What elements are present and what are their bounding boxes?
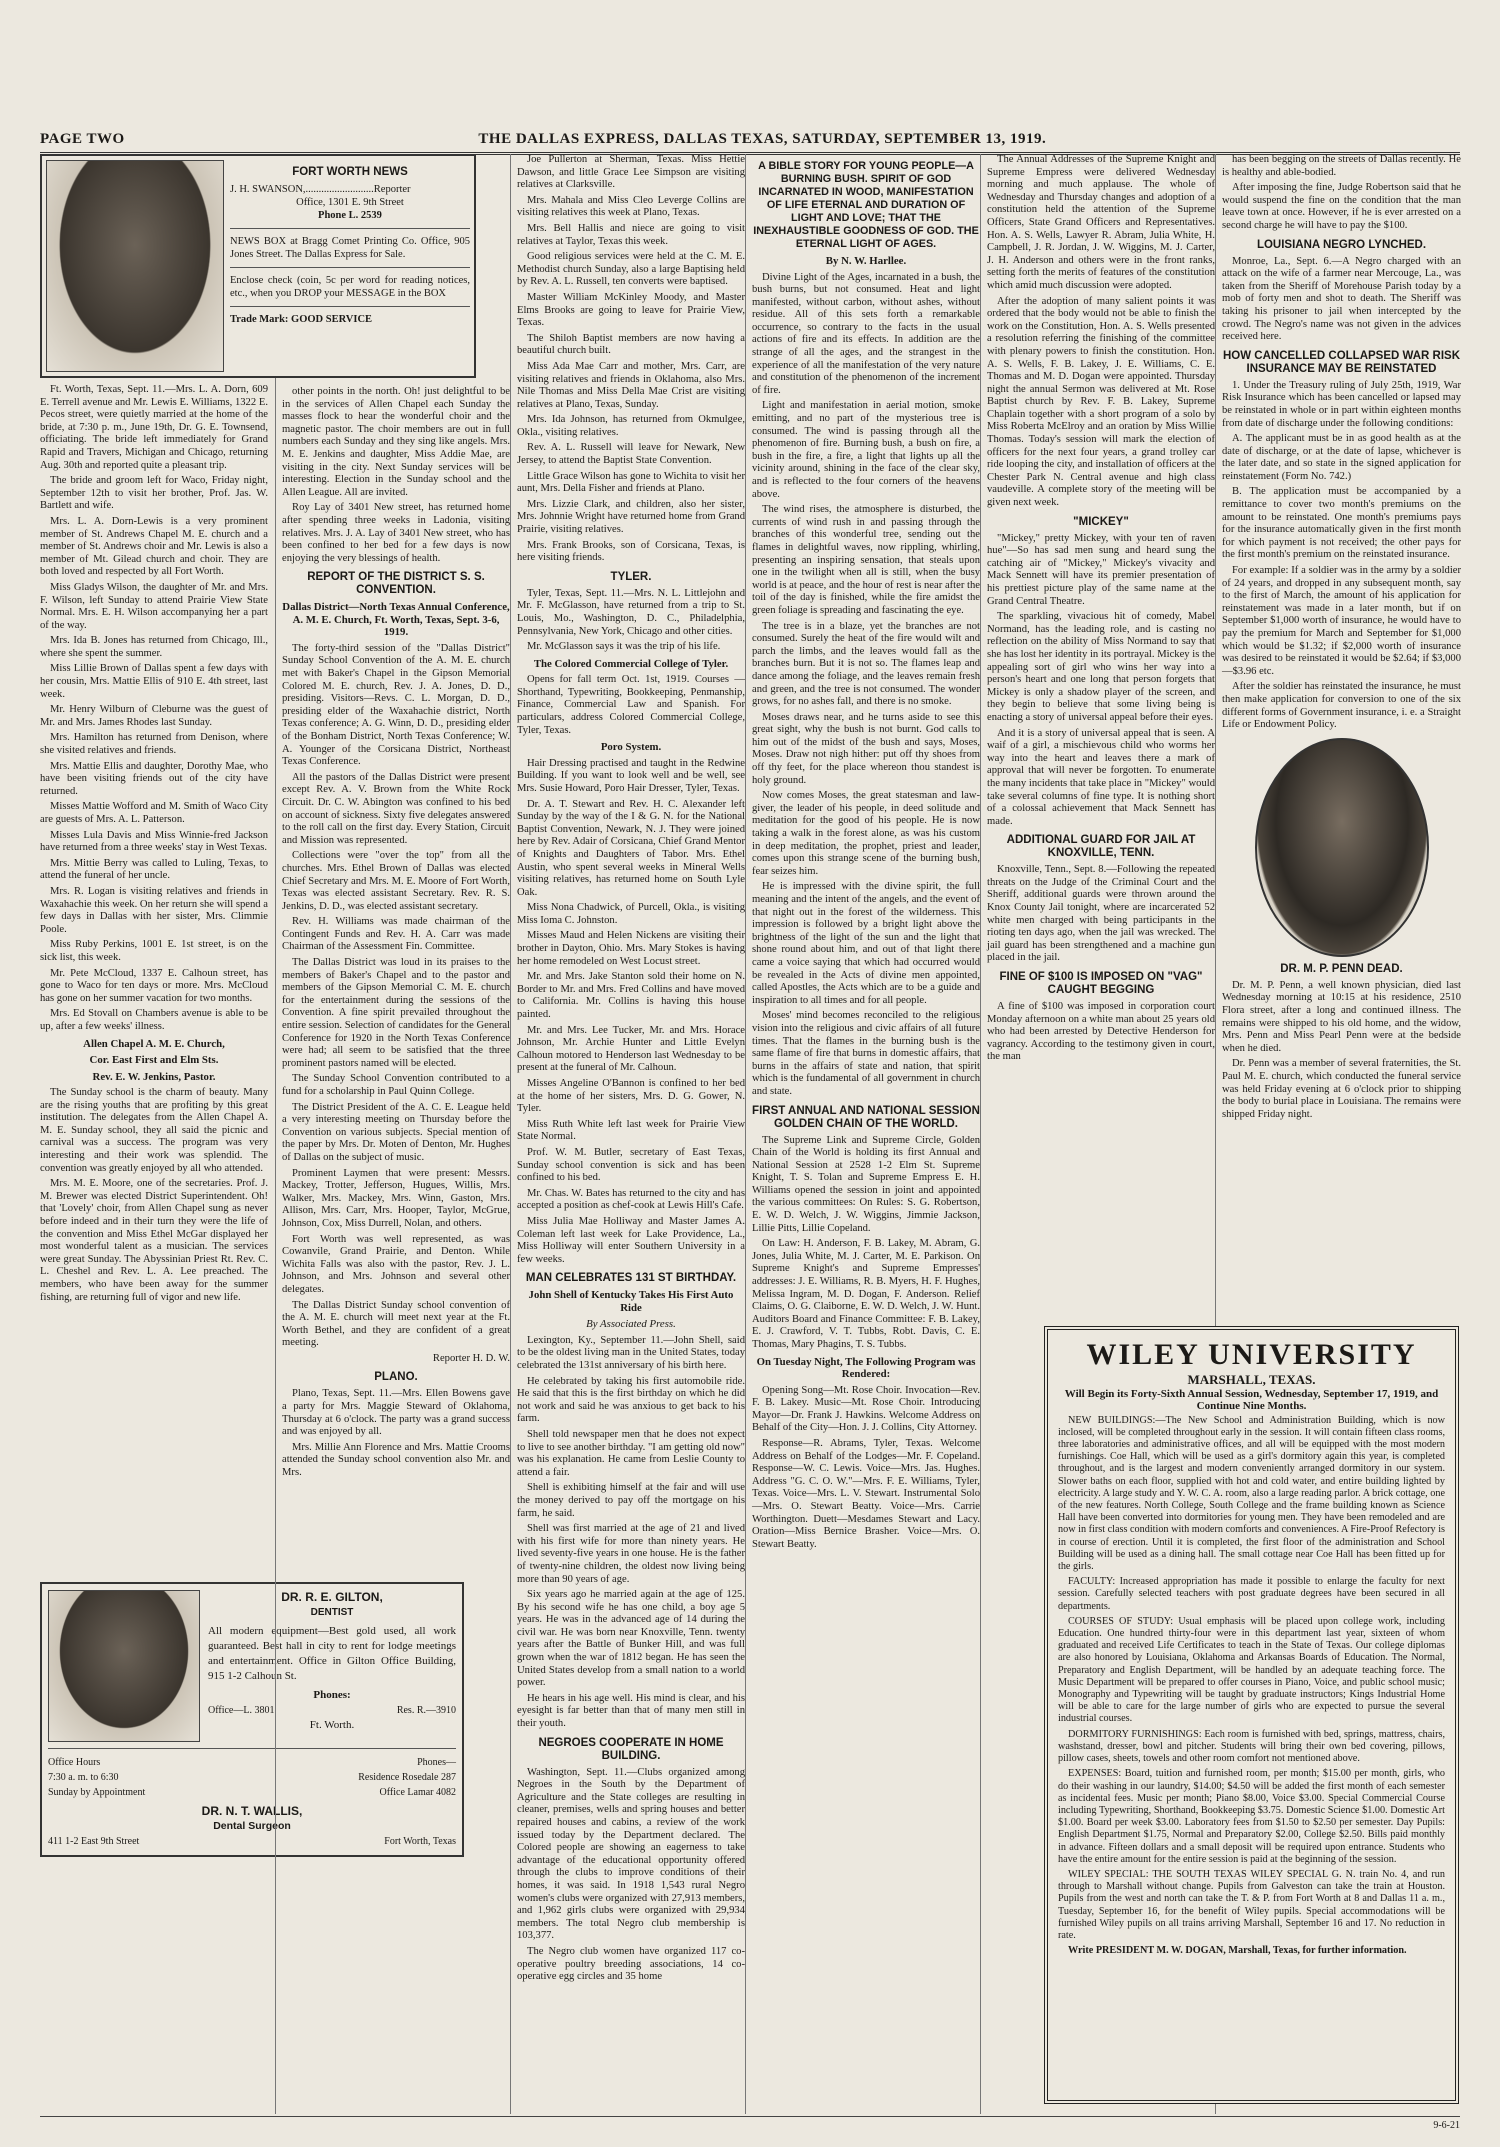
allen-chapel-heading: Allen Chapel A. M. E. Church, [83,1037,225,1050]
article-paragraph: Misses Lula Davis and Miss Winnie-fred Jackson have returned from a three weeks' stay in West Texas. [40,829,268,854]
page-number: PAGE TWO [40,131,125,147]
article-paragraph: Prominent Laymen that were present: Messrs. Mackey, Trotter, Jefferson, Hugues, Willis, Mrs. Walker, Mrs. Mackey, Mrs. Winn, Gaston, Mrs. Allison, Mrs. Carr, Mrs. Hooper, Taylor, McGrue, Johnson, Cox, Miss Durrell, Nolan, and others. [282,1167,510,1229]
article-paragraph: Miss Nona Chadwick, of Purcell, Okla., is visiting Miss Ioma C. Johnston. [517,902,745,926]
article-paragraph: On Law: H. Anderson, F. B. Lakey, M. Abram, G. Jones, Julia White, M. J. Carter, M. E. Parkison. On Supreme Knight's and Supreme Empresses' addresses: J. E. Williams, R. B. Myers, H. F. Hughes, Melissa Ingram, M. D. Dogan, F. Anderson. Relief Claims, O. G. Claiborne, E. W. D. Welch, J. W. Hunt. Auditors Board and Finance Committee: F. B. Lakey, E. J. Crawford, V. T. Tubbs, Robt. Davis, C. E. Thomas, Mary Phagins, T. S. Tubbs. [752,1238,980,1350]
article-paragraph: Collections were "over the top" from all the churches. Mrs. Ethel Brown of Dallas was elected Chief Secretary and Mrs. M. E. Moore of Fort Worth, Texas was elected assistant Secretary. Rev. R. S. Jenkins, D. D., was elected assistant secretary. [282,850,510,912]
bible-story-byline: By N. W. Harllee. [825,255,907,267]
article-paragraph: Miss Lillie Brown of Dallas spent a few days with her cousin, Mrs. Mattie Ellis of 910 E. 4th street, last week. [40,663,268,700]
article-paragraph: Rev. H. Williams was made chairman of the Contingent Funds and Rev. H. A. Carr was made Chairman of the Assessment Fin. Committee. [282,916,510,953]
ad-paragraph: Write PRESIDENT M. W. DOGAN, Marshall, Texas, for further information. [1068,1945,1407,1957]
article-paragraph: The Annual Addresses of the Supreme Knight and Supreme Empress were delivered Wednesday morning and much applause. The whole of Wednesday and Thursday changes and adoption of a constitution held the attention of the Supreme Officers, State Grand Officers and Representatives. Hon. A. S. Wells, Lawyer R. Abram, Julia White, H. Campbell, J. R. Jordan, J. W. Wiggins, M. J. Carter, J. H. Anderson and others were in the front ranks, setting forth the merits of features of the constitution which amid much discussion were adopted. [987,154,1215,291]
ad-paragraph: FACULTY: Increased appropriation has made it possible to enlarge the faculty for next session. Carefully selected teachers with post graduate degrees have been secured in all departments. [1058,1576,1445,1612]
article-paragraph: Opens for fall term Oct. 1st, 1919. Courses — Shorthand, Typewriting, Bookkeeping, Penmanship, Finance, Commercial Law and Spanish. For particulars, address Colored Commercial College, Tyler, Texas. [517,674,745,736]
article-paragraph: Mrs. Millie Ann Florence and Mrs. Mattie Crooms attended the Sunday school convention also Mr. and Mrs. [282,1441,510,1479]
wallis-name: DR. N. T. WALLIS, [201,1804,303,1818]
article-paragraph: Ft. Worth, Texas, Sept. 11.—Mrs. L. A. Dorn, 609 E. Terrell avenue and Mr. Lewis E. Williams, 1322 E. Pecos street, were quietly married at the home of the bride, at 7:30 p. m., June 19th, Dr. G. E. Townsend, officiating. The bride left immediately for Grand Rapid and Travers, Michigan and Chicago, returning Aug. 30th and reported quite a pleasant trip. [40,384,268,471]
article-paragraph: Mr. Henry Wilburn of Cleburne was the guest of Mr. and Mrs. James Rhodes last Sunday. [40,704,268,728]
golden-chain-heading: FIRST ANNUAL AND NATIONAL SESSION GOLDEN CHAIN OF THE WORLD. [752,1104,980,1130]
article-paragraph: All the pastors of the Dallas District were present except Rev. A. V. Brown from the White Rock Circuit. Dr. C. W. Abington was confined to his bed on account of sickness. Sixty five delegates answered to the roll call on the first day. Every Station, Circuit and Mission was represented. [282,771,510,846]
dentist-portrait [48,1590,200,1742]
article-paragraph: Six years ago he married again at the age of 125. By his second wife he has one child, a boy age 5 years. He was in the advanced age of 14 during the civil war. He was born near Knoxville, Tenn. twenty years after the Battle of Bunker Hill, and was full grown when the war of 1812 began. He has seen the United States develop from a small nation to a world power. [517,1589,745,1689]
office-hours-2: Sunday by Appointment [48,1787,146,1798]
article-paragraph: 1. Under the Treasury ruling of July 25th, 1919, War Risk Insurance which has been cancelled or lapsed may be reinstated in whole or in part within eighteen months from date of discharge under the following conditions: [1222,379,1461,429]
article-paragraph: The bride and groom left for Waco, Friday night, September 12th to visit her brother, Prof. Jas. W. Bartlett and wife. [40,475,268,512]
article-paragraph: Dr. M. P. Penn, a well known physician, died last Wednesday morning at 10:15 at his residence, 2510 Flora street, after a long and continued illness. The remains were shipped to his old home, and the widow, Mrs. Penn and Miss Pearl Penn were at the bedside when he died. [1222,979,1461,1054]
article-paragraph: The Sunday school is the charm of beauty. Many are the rising youths that are profiting by this great institution. The delegates from the Allen Chapel A. M. E. Sunday school, they all said the picnic and carnival was a success. The program was very interesting and their work was splendid. The convention was greatly enjoyed by all who attended. [40,1087,268,1174]
article-paragraph: He is impressed with the divine spirit, the full meaning and the intent of the angels, and the event of that night out in the forest of the wilderness. This impression is followed by a bright light above the brightness of the light of the sun and the light that shone round about him, and out of that light there came a voice saying that which had occurred would be revealed in the Acts of divine men appointed, called Apostles, the Acts which are to be a guide and inspiration to all times and for all people. [752,881,980,1006]
article-paragraph: The tree is in a blaze, yet the branches are not consumed. Surely the heat of the fire would wilt and parch the limbs, and the leaves would fall as the branches burn. But it is not so. The flames leap and dance among the foliage, and the leaves remain fresh and green, and the tree is not consumed. The wonder grows, for no ashes fall, and there is no smoke. [752,620,980,708]
article-paragraph: Mrs. L. A. Dorn-Lewis is a very prominent member of St. Andrews Chapel M. E. church and a member of St. Andrews choir and Mr. Lewis is also a member of Mt. Gilead church and choir. They are both loved and respected by all Fort Worth. [40,515,268,578]
ad-paragraph: WILEY SPECIAL: THE SOUTH TEXAS WILEY SPECIAL G. N. train No. 4, and run through to Marshall without change. Pupils from Galveston can take the train at Houston. Pupils from the west and north can take the T. & P. from Fort Worth at 8 and Dallas 11 a. m., Tuesday, September 16, for the benefit of Wiley pupils. Special accommodations will be furnished Wiley pupils on all trains arriving Marshall, September 16 and 17. No reduction in rate. [1058,1868,1445,1941]
article-paragraph: Mrs. R. Logan is visiting relatives and friends in Waxahachie this week. On her return she will spend a few days in Dallas with her sister, Mrs. Climmie Poole. [40,885,268,935]
reporter-portrait [46,160,224,372]
enclose-line: Enclose check (coin, 5c per word for reading notices, etc., when you DROP your MESSAGE in the BOX [230,275,470,299]
article-paragraph: The Negro club women have organized 117 co-operative poultry breeding associations, 14 co-operative egg circles and 35 home [517,1945,745,1983]
district-report-subheading: Dallas District—North Texas Annual Conference, A. M. E. Church, Ft. Worth, Texas, Sept. 3-6, 1919. [282,601,510,639]
wallis-address: 411 1-2 East 9th Street [48,1836,140,1847]
article-paragraph: The Supreme Link and Supreme Circle, Golden Chain of the World is holding its first Annual and National Session at 2528 1-2 Elm St. Supreme Knight, T. S. Tolan and Supreme Empress E. H. Williams opened the session in joint and appointed the various committees: On Rules: S. G. Robertson, E. W. D. Welch, J. W. Wiggins, Jimmie Jackson, Lillie Pitts, Lillie Copeland. [752,1134,980,1234]
article-paragraph: Moses' mind becomes reconciled to the religious vision into the religious and civic affairs of all future times. That the flames in the burning bush is the same flame of fire that burns in domestic affairs, that burns in the affairs of state and nation, that spirit which is the fundamental of all government in church and state. [752,1010,980,1097]
article-paragraph: Washington, Sept. 11.—Clubs organized among Negroes in the South by the Department of Agriculture and the State colleges are resulting in cleaner, premises, wells and spring houses and better repaired houses and cabins, a review of the work issued today by the Department declared. The Colored people are showing an eagerness to take advantage of the educational opportunity offered through the clubs to improve conditions of their homes, it was said. In 1918 1,543 rural Negro women's clubs were organized with 27,913 members, and 1,962 girls clubs were organized with 29,934 members. The total Negro club membership is 103,377. [517,1766,745,1942]
office-hours-1: 7:30 a. m. to 6:30 [48,1772,119,1783]
birthday-byline: By Associated Press. [586,1318,676,1331]
war-risk-heading: HOW CANCELLED COLLAPSED WAR RISK INSURANCE MAY BE REINSTATED [1222,349,1461,375]
article-paragraph: Now comes Moses, the great statesman and law-giver, the leader of his people, in deed solitude and meditation for the good of his people. He is now taking a walk in the forest alone, as was his custom in deep meditation, the prophet, priest and leader, comes upon this strange scene of the burning bush, fear seizes him. [752,790,980,877]
article-paragraph: other points in the north. Oh! just delightful to be in the services of Allen Chapel each Sunday the masses flock to hear the wonderful choir and the magnetic pastor. The choir members are out in full numbers each Sunday and they sing like angels. Mrs. M. E. Jenkins and daughter, Miss Addie Mae, are visiting in the city. Next Sunday services will be interesting. Election in the Sunday school and the Allen League. All are invited. [282,386,510,498]
residence-phone: Residence Rosedale 287 [358,1772,456,1783]
article-paragraph: Little Grace Wilson has gone to Wichita to visit her aunt, Mrs. Della Fisher and friends at Plano. [517,470,745,495]
gilton-title: DENTIST [310,1607,354,1618]
article-paragraph: Misses Mattie Wofford and M. Smith of Waco City are guests of Mrs. A. L. Patterson. [40,801,268,825]
plano-heading: PLANO. [374,1371,418,1384]
gilton-phones-label: Phones: [313,1689,351,1701]
article-paragraph: Opening Song—Mt. Rose Choir. Invocation—Rev. F. B. Lakey. Music—Mt. Rose Choir. Introducing Mayor—Dr. Frank J. Hawkins. Welcome Address on Behalf of the City—Hon. J. J. Collins, City Attorney. [752,1384,980,1434]
article-paragraph: The Dallas District was loud in its praises to the members of Baker's Chapel and to the pastor and members of the Gipson Memorial C. M. E. church for the entertainment during the sessions of the Convention. A fine spirit prevailed throughout the entire session. Selection of candidates for the General Conference for 1920 in the North Texas Conference were had; all seem to be satisfied that the three prominent pastors named will be elected. [282,957,510,1069]
article-paragraph: Mr. and Mrs. Lee Tucker, Mr. and Mrs. Horace Johnson, Mr. Archie Hunter and Little Evelyn Calhoun motored to Henderson last Wednesday to be present at the funeral of Mr. Calhoun. [517,1024,745,1074]
article-paragraph: B. The application must be accompanied by a remittance to cover two month's premiums on the amount to be reinstated. One month's premiums pays for the insurance automatically given in the first month for which payment is not received; the other pays for the first month's premium on the reinstated insurance. [1222,486,1461,561]
wiley-title: WILEY UNIVERSITY [1086,1338,1417,1371]
office-hours-label: Office Hours [48,1757,101,1768]
article-paragraph: Miss Ruth White left last week for Prairie View State Normal. [517,1118,745,1143]
article-paragraph: Mrs. Lizzie Clark, and children, also her sister, Mrs. Johnnie Wright have returned home from Grand Prairie, visiting relatives. [517,498,745,536]
ad-paragraph: EXPENSES: Board, tuition and furnished room, per month; $15.00 per month, girls, who do their washing in our laundry, $14.00; $4.50 will be added the first month of each semester as incidental fees. Music per month; Piano $8.00, Voice $3.00. Special Commercial Course including Typewriting, Shorthand, Bookkeeping $3.75. Domestic Science $1.00. Domestic Art $1.00. Board per week $3.00. Laboratory fees from $1.50 to $2.50 per semester. Day Pupils: English Department $1.75, Normal and Preparatory $2.00, College $2.50. Bills paid monthly in advance. Fifteen dollars and a small deposit will be required upon entrance. Students who have the entire amount for the entire session is paid at the beginning of the session. [1058,1768,1445,1865]
article-paragraph: Prof. W. M. Butler, secretary of East Texas, Sunday school convention is sick and has been confined to his bed. [517,1146,745,1184]
page-footer [40,2116,1460,2140]
article-paragraph: Lexington, Ky., September 11.—John Shell, said to be the oldest living man in the United States, today celebrated the 131st anniversary of his birth here. [517,1334,745,1371]
gilton-office-phone: Office—L. 3801 [208,1705,275,1716]
wallis-title: Dental Surgeon [213,1820,291,1832]
article-paragraph: Fort Worth was well represented, as was Cowanvile, Grand Prairie, and Denton. While Wichita Falls was also with the pastor, Rev. J. L. Johnson, and Mrs. Johnson and several other delegates. [282,1233,510,1295]
article-paragraph: Plano, Texas, Sept. 11.—Mrs. Ellen Bowens gave a party for Mrs. Maggie Steward of Oklahoma, Thursday at 6 o'clock. The party was a grand success and was enjoyed by all. [282,1388,510,1438]
article-paragraph: Mrs. Hamilton has returned from Denison, where she visited relatives and friends. [40,732,268,757]
article-paragraph: Dr. A. T. Stewart and Rev. H. C. Alexander left Sunday by the way of the I & G. N. for the National Baptist Convention, Newark, N. J. They were joined here by Rev. Adair of Corsicana, Chief Grand Mentor of Knights and Daughters of Tabor. Mrs. Ethel Austin, who spent several weeks in Mineral Wells visiting relatives, has returned home on South Lyle Oak. [517,798,745,898]
article-paragraph: "Mickey," pretty Mickey, with your ten of raven hue"—So has sad men sung and heard sung the catching air of "Mickey," Mickey's vivacity and Mack Sennett will have its premier presentation of his prettiest picture play of the same name at the Grand Central Theatre. [987,532,1215,607]
fort-worth-news-box [40,154,476,378]
article-paragraph: Misses Angeline O'Bannon is confined to her bed at the home of her sisters, Mrs. D. G. Gower, N. Tyler. [517,1078,745,1115]
poro-system-heading: Poro System. [600,741,662,754]
article-paragraph: After imposing the fine, Judge Robertson said that he would suspend the fine on the condition that the man leave town at once. However, if he is ever arrested on a second charge he will have to pay the $100. [1222,182,1461,231]
wallis-city: Fort Worth, Texas [384,1836,456,1847]
article-paragraph: Miss Ruby Perkins, 1001 E. 1st street, is on the sick list, this week. [40,939,268,963]
mickey-heading: "MICKEY" [1073,515,1129,528]
knoxville-heading: ADDITIONAL GUARD FOR JAIL AT KNOXVILLE, TENN. [1006,834,1196,860]
article-paragraph: The forty-third session of the "Dallas District" Sunday School Convention of the A. M. E. church met with Baker's Chapel in the Gipson Memorial Colored M. E. church, Rev. J. A. Jones, D. D., presiding. Visitors—Revs. C. L. Morgan, D. D., presiding elder of the Waxahachie district, North Texas conference; A. G. Winn, D. D., presiding elder of the Bonham District, North Texas Conference; W. A. Younger of the Corsicana District, Northeast Texas Conference. [282,642,510,768]
wiley-intro: Will Begin its Forty-Sixth Annual Session, Wednesday, September 17, 1919, and Continue Nine Months. [1064,1388,1439,1413]
article-paragraph: Mrs. Mittie Berry was called to Luling, Texas, to attend the funeral of her uncle. [40,857,268,882]
article-paragraph: Knoxville, Tenn., Sept. 8.—Following the repeated threats on the Judge of the Criminal Court and the Sheriff, additional guards were thrown around the Knox County Jail tonight, where are incarcerated 52 white men charged with being participants in the rioting ten days ago, when the jail was wrecked. The jail guard has been strengthened and a machine gun placed in the jail. [987,864,1215,964]
office-phone: Office Lamar 4082 [379,1787,456,1798]
program-heading: On Tuesday Night, The Following Program was Rendered: [756,1355,976,1381]
article-paragraph: Mrs. Ida B. Jones has returned from Chicago, Ill., where she spent the summer. [40,635,268,659]
article-paragraph: A. The applicant must be in as good health as at the date of discharge, or at the date of lapse, whichever is the later date, and so state in the signed application for reinstatement (Form No. 742.) [1222,433,1461,482]
commercial-college-heading: The Colored Commercial College of Tyler. [533,657,729,670]
column-2 [275,154,516,2114]
ad-paragraph: COURSES OF STUDY: Usual emphasis will be placed upon college work, including Education. One hundred thirty-four were in this department last year, sixteen of whom graduated and received Life Certificates to teach in the State of Texas. Our college diplomas are also honored by Louisiana, Oklahoma and Arkansas Boards of Education. The Normal, Preparatory and English Department, will be handled by an adequate teaching force. The Music Department will be prepared to offer courses in Piano, Voice, and public school music; Monography and Typewriting will be taught by graduate instructors; Kings Industrial Home will be able to care for the large number of girls who are expected to pursue the several industrial courses. [1058,1615,1445,1725]
article-paragraph: Response—R. Abrams, Tyler, Texas. Welcome Address on Behalf of the Lodges—Mr. F. Copeland. Response—W. C. Lewis. Voice—Mrs. Jas. Hughes. Address "G. C. O. W."—Mrs. F. E. Williams, Tyler, Texas. Voice—Mrs. L. V. Stewart. Instrumental Solo—Mrs. O. Stewart Beatty. Voice—Mrs. Carrie Worthington. Duett—Mesdames Stewart and Lacy. Oration—Miss Bernice Brasher. Voice—Mrs. O. Stewart Beatty. [752,1437,980,1550]
article-paragraph: For example: If a soldier was in the army by a soldier of 24 years, and dropped in any subsequent month, say to the first of March, the amount of his application for reinstatement was made in a later month, but if on September $1,000 worth of insurance, he would have to pay the premium for March and September for $1,000 which would be $1.32; if $2,000 worth of insurance was desired to be reinstated it would be $2.64; if $3,000—$3.96 etc. [1222,565,1461,677]
article-paragraph: The Shiloh Baptist members are now having a beautiful church built. [517,332,745,357]
article-paragraph: The Sunday School Convention contributed to a fund for a scholarship in Paul Quinn College. [282,1073,510,1097]
allen-chapel-address: Cor. East First and Elm Sts. [89,1054,219,1066]
article-paragraph: Hair Dressing practised and taught in the Redwine Building. If you want to look well and be well, see Mrs. Susie Howard, Poro Hair Dresser, Tyler, Texas. [517,757,745,794]
article-paragraph: Tyler, Texas, Sept. 11.—Mrs. N. L. Littlejohn and Mr. F. McGlasson, have returned from a trip to St. Louis, Mo., Washington, D. C., Philadelphia, Pennsylvania, New York, Chicago and other cities. [517,587,745,637]
article-paragraph: Joe Pullerton at Sherman, Texas. Miss Hettie Dawson, and little Grace Lee Simpson are visiting relatives at Clarksville. [517,154,745,191]
article-paragraph: Miss Julia Mae Holliway and Master James A. Coleman left last week for Lake Providence, La., Miss Holliway will enter Southern University in a few weeks. [517,1215,745,1265]
article-paragraph: Mrs. M. E. Moore, one of the secretaries. Prof. J. M. Brewer was elected District Superintendent. Oh! that 'Lovely' choir, from Allen Chapel sung as never before indeed and in their turn they were the life of the convention and Miss Ethel McGar displayed her most wonderful talent as a musician. The services were great Sunday. The Abyssinian Priest Rt. Rev. C. L. Cheshel and Rev. L. A. Lee preached. The members, who have been away for the summer fishing, are returning full of vigor and new life. [40,1178,268,1303]
article-paragraph: Mrs. Ed Stovall on Chambers avenue is able to be up, after a few weeks' illness. [40,1008,268,1032]
article-paragraph: And it is a story of universal appeal that is seen. A waif of a girl, a mischievous child who worms her way into the heart and leaves there a mark of approval that will never be forgotten. To enumerate the many incidents that take place in "Mickey" would take several columns of fine type. It is nothing short of a colossal achievement that Mack Sennett has made. [987,727,1215,827]
article-paragraph: Shell told newspaper men that he does not expect to live to see another birthday. "I am getting old now" was his explanation. He came from Leslie County to attend a fair. [517,1428,745,1478]
penn-heading: DR. M. P. PENN DEAD. [1280,962,1403,975]
louisiana-heading: LOUISIANA NEGRO LYNCHED. [1256,238,1427,251]
article-paragraph: Misses Maud and Helen Nickens are visiting their brother in Dayton, Ohio. Mrs. Mary Stokes is having her home remodeled on West Locust street. [517,930,745,967]
article-paragraph: The sparkling, vivacious hit of comedy, Mabel Normand, has the leading role, and is casting no reflection on the ability of Miss Normand to say that she has lost her identity in its portrayal. Mickey is the appealing sort of girl who wins her way into a person's heart and one long that person forgets that Mickey is only a shadow player of the screen, and they begin to believe that some living being is enacting a story of universal appeal before their eyes. [987,611,1215,723]
gilton-name: DR. R. E. GILTON, [281,1590,383,1604]
article-paragraph: Mr. Chas. W. Bates has returned to the city and has accepted a position as chef-cook at Lewis Hill's Cafe. [517,1187,745,1212]
fort-worth-news-title: FORT WORTH NEWS [292,166,408,178]
article-paragraph: Dr. Penn was a member of several fraternities, the St. Paul M. E. church, which conducted the funeral service was held Friday evening at 6 o'clock prior to shipping the body to burial place in Louisiana. The remains were shipped Friday night. [1222,1058,1461,1120]
article-paragraph: Mrs. Frank Brooks, son of Corsicana, Texas, is here visiting friends. [517,539,745,564]
article-paragraph: Mr. McGlasson says it was the trip of his life. [527,641,721,653]
article-paragraph: A fine of $100 was imposed in corporation court Monday afternoon on a white man about 25 years old who had been arrested by Detective Henderson for vagrancy. According to the testimony given in court, the man [987,1001,1215,1063]
masthead-title: THE DALLAS EXPRESS, DALLAS TEXAS, SATURDAY, SEPTEMBER 13, 1919. [478,131,1047,147]
article-paragraph: He hears in his age well. His mind is clear, and his eyesight is far better than that of many men still in their youth. [517,1692,745,1730]
article-paragraph: Monroe, La., Sept. 6.—A Negro charged with an attack on the wife of a farmer near Mercouge, La., was taken from the Sheriff of Morehouse Parish today by a mob of forty men and shot to death. The Sheriff was taking his prisoner to jail when intercepted by the crowd. The Negro's name was not given in the advices received here. [1222,255,1461,343]
article-paragraph: The Dallas District Sunday school convention of the A. M. E. church will meet next year at the Ft. Worth Bethel, and they are confident of a great meeting. [282,1299,510,1349]
gilton-res-phone: Res. R.—3910 [396,1705,456,1716]
article-paragraph: Mr. and Mrs. Jake Stanton sold their home on N. Border to Mr. and Mrs. Fred Collins and have moved to California. Mr. Collins is having this house painted. [517,971,745,1021]
article-paragraph: He celebrated by taking his first automobile ride. He said that this is the first birthday on which he did not work and said he was anxious to get back to his farm. [517,1375,745,1425]
article-paragraph: Good religious services were held at the C. M. E. Methodist church Sunday, also a large Baptising held by Rev. A. L. Russell, ten converts were baptised. [517,251,745,288]
article-paragraph: Master William McKinley Moody, and Master Elms Brooks are going to leave for Prairie View, Texas. [517,291,745,329]
article-paragraph: Moses draws near, and he turns aside to see this great sight, why the bush is not burnt. God calls to him out of the midst of the bush and says, Moses, Moses. Draw not nigh hither: put off thy shoes from off thy feet, for the place whereon thou standest is holy ground. [752,711,980,786]
article-paragraph: The wind rises, the atmosphere is disturbed, the currents of wind rush in and passing through the branches of this wonderful tree, sending out the flames in delightful waves, now rippling, whirling, presenting an inspiring sensation, that steals upon one in the twilight when all is still, when the busy world is at peace, and the hour of rest is near after the toil of the day is finished, while the fire amidst the green foliage is spreading and fascinating the eye. [752,504,980,616]
article-paragraph: Mrs. Mattie Ellis and daughter, Dorothy Mae, who have been visiting friends out of the city have returned. [40,760,268,797]
article-paragraph: Miss Ada Mae Carr and mother, Mrs. Carr, are visiting relatives and friends in Oklahoma, also Mrs. Nile Thomas and Miss Della Mae Crist are visiting relatives at Plano, Texas, Sunday. [517,360,745,410]
wiley-university-ad [1044,1326,1459,2104]
column-4 [745,154,986,2114]
masthead [40,118,1460,155]
birthday-subheading: John Shell of Kentucky Takes His First Auto Ride [528,1289,734,1314]
trademark-line: Trade Mark: GOOD SERVICE [230,314,373,325]
article-paragraph: Light and manifestation in aerial motion, smoke emitting, and no part of the mysterious tree is consumed. The wind is passing through all the phenomenon of fire. Burning bush, a bush on fire, a bush in the fire, a fire, a light that lights up all the vicinity around, shining in the face of the clear sky, and is reflected to the four corners of the heavens above. [752,400,980,500]
district-report-heading: REPORT OF THE DISTRICT S. S. CONVENTION. [307,571,485,597]
home-building-heading: NEGROES COOPERATE IN HOME BUILDING. [538,1736,724,1762]
article-paragraph: Rev. A. L. Russell will leave for Newark, New Jersey, to attend the Baptist State Convention. [517,442,745,467]
bible-story-heading: A BIBLE STORY FOR YOUNG PEOPLE—A BURNING BUSH. SPIRIT OF GOD INCARNATED IN WOOD, MANIFESTATION OF LIFE ETERNAL AND DURATION OF LIGHT AND LOVE; THAT THE INEXHAUSTIBLE GOODNESS OF GOD. THE ETERNAL LIGHT OF AGES. [753,160,979,250]
article-paragraph: Mrs. Mahala and Miss Cleo Leverge Collins are visiting relatives this week at Plano, Texas. [517,194,745,219]
tyler-heading: TYLER. [610,570,652,583]
article-paragraph: Mr. Pete McCloud, 1337 E. Calhoun street, has gone to Waco for ten days or more. Mrs. McCloud has gone on her summer vacation for two months. [40,967,268,1004]
office-line: Office, 1301 E. 9th Street [296,197,404,208]
wiley-city: MARSHALL, TEXAS. [1187,1372,1316,1387]
article-paragraph: After the adoption of many salient points it was ordered that the body would not be able to finish the work on the Constitution, Hon. A. S. Wells presented a resolution referring the finishing of the committee with plenary powers to finish the constitution. Hon. A. S. Wells, F. B. Lakey, J. E. Williams, C. E. Thomas and M. D. Dogan were appointed. Thursday night the annual Sermon was delivered at Mt. Rose Baptist church by Rev. F. B. Lakey, Supreme Chaplain together with a short program of a solo by Miss Roberta McElroy and an oration by Miss Willie Thomas. Today's session will mark the election of officers for the next four years, a grand trolley car ride looping the city, and installation of officers at the Chester Park N. Central avenue and high class vaudeville. A complete story of the meeting will be given next week. [987,295,1215,509]
article-paragraph: Shell was first married at the age of 21 and lived with his first wife for more than ninety years. He lived seventy-five years in one house. He is the father of twenty-nine children, the oldest now living being more than 90 years of age. [517,1523,745,1585]
article-paragraph: Divine Light of the Ages, incarnated in a bush, the bush burns, but not consumed. Heat and light manifested, without carbon, without ashes, without residue. All of this sets forth a remarkable occurrence, so contrary to the facts in the usual actions of fire and its effects. In addition are the strange of all the ages, and the strangest in the experience of all the manifestation of the very nature and constitution of the phenomenon of the increment of fire. [752,271,980,396]
article-paragraph: After the soldier has reinstated the insurance, he must then make application for conversion to one of the six different forms of Government insurance, i. e. a Straight Life or Endowment Policy. [1222,681,1461,731]
gilton-city: Ft. Worth. [309,1719,355,1731]
allen-chapel-pastor: Rev. E. W. Jenkins, Pastor. [92,1070,216,1083]
article-paragraph: Roy Lay of 3401 New street, has returned home after spending three weeks in Ladonia, visiting relatives. Mrs. J. A. Lay of 3401 New street, who has been confined to her bed for a few days is now enjoying the very blessings of health. [282,502,510,564]
ad-paragraph: NEW BUILDINGS:—The New School and Administration Building, which is now inclosed, will be completed throughout early in the session. It will contain fifteen class rooms, three laboratories and administrative offices, and all will be equipped with the most modern furnishings. Coe Hall, which will be used as a girl's dormitory again this year, is completed throughout, and is the largest and modern conveniently arranged dormitory in our system. Slower baths on each floor, supplied with hot and cold water, and entire building lighted by electricity. A large study and Y. W. C. A. room, also a large reading parlor. A brick cottage, one of the new features. North College, South College and the frame building known as Science Hall have been converted into dormitories for young men. They have been remodeled and are now in first class condition with modern comforts and conveniences. A Fire-Proof Refectory is in course of erection. Until it is completed, the first floor of the administration and School Building will be used as a dining hall. The small cottage near Coe Hall has been fitted up for the girls. [1058,1414,1445,1573]
phone-line: Phone L. 2539 [318,210,382,221]
ad-paragraph: DORMITORY FURNISHINGS: Each room is furnished with bed, springs, mattress, chairs, washstand, dresser, bowl and pitcher. Students will bring their own bed covering, pillows, pillow cases, sheets, towels and other room comfort not mentioned above. [1058,1728,1445,1765]
penn-portrait [1255,738,1429,957]
report-signature: Reporter H. D. W. [432,1352,510,1364]
birthday-heading: MAN CELEBRATES 131 ST BIRTHDAY. [525,1272,737,1285]
gilton-body: All modern equipment—Best gold used, all work guaranteed. Best hall in city to rent for lodge meetings and entertainment. Office in Gilton Office Building, 915 1-2 Calhoun St. [208,1625,456,1682]
article-paragraph: Miss Gladys Wilson, the daughter of Mr. and Mrs. F. Wilson, left Sunday to attend Prairie View State Normal. Mrs. E. H. Wilson accompanying her a part of the way. [40,581,268,631]
article-paragraph: Shell is exhibiting himself at the fair and will use the money derived to pay off the mortgage on his farm, he said. [517,1482,745,1519]
footer-code: 9-6-21 [1433,2120,1460,2131]
article-paragraph: The District President of the A. C. E. League held a very interesting meeting on Thursday before the Convention on various subjects. Special mention of the paper by Mrs. Dr. Moten of Denton, Mr. Hughes of Dallas on the subject of music. [282,1101,510,1163]
column-3 [510,154,751,2114]
phones-label: Phones— [417,1757,456,1768]
fine-heading: FINE OF $100 IS IMPOSED ON "VAG" CAUGHT BEGGING [999,971,1203,997]
reporter-line: J. H. SWANSON,..........................Reporter [230,184,411,195]
article-paragraph: Mrs. Ida Johnson, has returned from Okmulgee, Okla., visiting relatives. [517,414,745,438]
article-paragraph: Mrs. Bell Hallis and niece are going to visit relatives at Taylor, Texas this week. [517,222,745,247]
article-paragraph: has been begging on the streets of Dallas recently. He is healthy and able-bodied. [1222,154,1461,178]
newsbox-line: NEWS BOX at Bragg Comet Printing Co. Office, 905 Jones Street. The Dallas Express for Sale. [230,236,470,260]
